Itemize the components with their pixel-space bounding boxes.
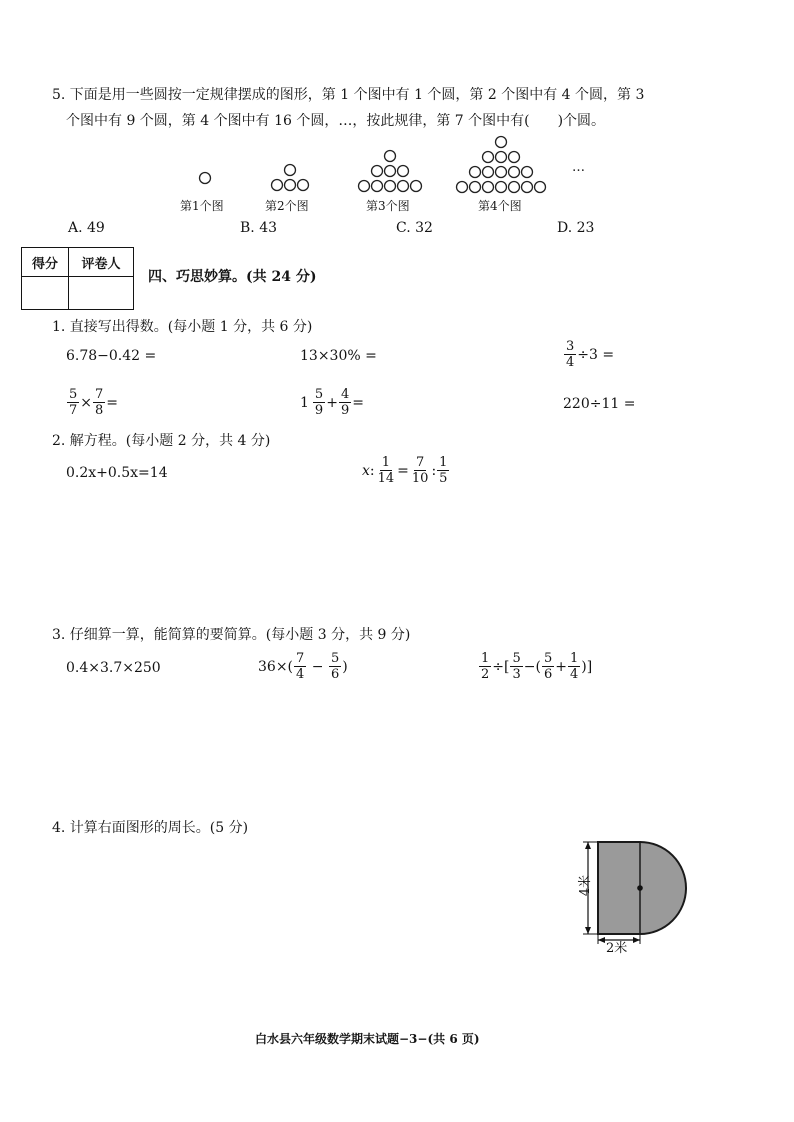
figure-caption-1: 第1个图 xyxy=(180,199,224,213)
expr-1-5: 1 $\frac{5}{9}$ + $\frac{4}{9}$ = xyxy=(300,387,364,418)
fraction: $\frac{4}{9}$ xyxy=(340,387,350,418)
fraction: $\frac{1}{14}$ xyxy=(377,455,395,486)
part3-title: 3. 仔细算一算，能简算的要简算。(每小题 3 分，共 9 分) xyxy=(52,627,411,643)
grader-cell[interactable] xyxy=(69,277,134,310)
expr-3-3: $\frac{1}{2}$ ÷[ $\frac{5}{3}$ −( $\frac{5}{6}$ + $\frac{1}{4}$ )] xyxy=(481,651,593,682)
circle xyxy=(285,165,296,176)
score-header: 得分 xyxy=(22,248,69,277)
fraction: $\frac{7}{4}$ xyxy=(296,651,305,682)
part1-title: 1. 直接写出得数。(每小题 1 分，共 6 分) xyxy=(52,319,313,335)
score-cell[interactable] xyxy=(22,277,69,310)
height-label: 4米 xyxy=(578,874,594,897)
fraction: $\frac{5}{6}$ xyxy=(330,651,340,682)
page-footer: 白水县六年级数学期末试题−3−(共 6 页) xyxy=(255,1032,480,1046)
circle xyxy=(285,180,296,191)
expr-1-1: 6.78−0.42 = xyxy=(66,348,157,364)
q5-line1: 5. 下面是用一些圆按一定规律摆成的图形，第 1 个图中有 1 个圆，第 2 个图中有 4 个圆，第 3 xyxy=(52,87,645,103)
center-dot xyxy=(637,885,643,891)
option-d[interactable]: D. 23 xyxy=(557,220,595,236)
fraction: $\frac{5}{9}$ xyxy=(314,387,324,418)
expr-3-1: 0.4×3.7×250 xyxy=(66,660,161,676)
q5-line2: 个图中有 9 个圆，第 4 个图中有 16 个圆，…，按此规律，第 7 个图中有( )个圆。 xyxy=(66,113,606,129)
figure-caption-2: 第2个图 xyxy=(265,199,309,213)
fraction: $\frac{1}{5}$ xyxy=(439,455,448,486)
circle xyxy=(200,173,211,184)
expr-1-2: 13×30% = xyxy=(300,348,377,364)
section-4-title: 四、巧思妙算。(共 24 分) xyxy=(148,269,317,285)
option-c[interactable]: C. 32 xyxy=(396,220,433,236)
expr-1-3: $\frac{3}{4}$ ÷3 = xyxy=(566,339,615,370)
part4-title: 4. 计算右面图形的周长。(5 分) xyxy=(52,820,249,836)
circle xyxy=(272,180,283,191)
fraction: $\frac{5}{7}$ xyxy=(69,387,78,418)
equation-1: 0.2x+0.5x=14 xyxy=(66,465,168,481)
fraction: $\frac{1}{2}$ xyxy=(481,651,490,682)
figure-caption-3: 第3个图 xyxy=(366,199,410,213)
expr-3-2: 36×( $\frac{7}{4}$ − $\frac{5}{6}$ ) xyxy=(258,651,348,682)
circle-pattern-figure xyxy=(150,132,590,198)
fraction: $\frac{7}{8}$ xyxy=(95,387,104,418)
circle xyxy=(298,180,309,191)
part2-title: 2. 解方程。(每小题 2 分，共 4 分) xyxy=(52,433,271,449)
expr-1-6: 220÷11 = xyxy=(563,396,636,412)
fraction: $\frac{3}{4}$ xyxy=(566,339,575,370)
fraction: $\frac{5}{3}$ xyxy=(512,651,521,682)
expr-1-4: $\frac{5}{7}$ × $\frac{7}{8}$ = xyxy=(69,387,119,418)
fraction: $\frac{1}{4}$ xyxy=(569,651,579,682)
figure-ellipsis: … xyxy=(572,160,585,175)
fraction: $\frac{5}{6}$ xyxy=(543,651,553,682)
grader-header: 评卷人 xyxy=(69,248,134,277)
width-label: 2米 xyxy=(606,941,628,956)
fraction: $\frac{7}{10}$ xyxy=(411,455,429,486)
figure-caption-4: 第4个图 xyxy=(478,199,522,213)
equation-2: x : $\frac{1}{14}$ = $\frac{7}{10}$ : $\frac{1}{5}$ xyxy=(362,455,448,486)
option-b[interactable]: B. 43 xyxy=(240,220,278,236)
score-table xyxy=(21,247,134,310)
option-a[interactable]: A. 49 xyxy=(68,220,105,236)
